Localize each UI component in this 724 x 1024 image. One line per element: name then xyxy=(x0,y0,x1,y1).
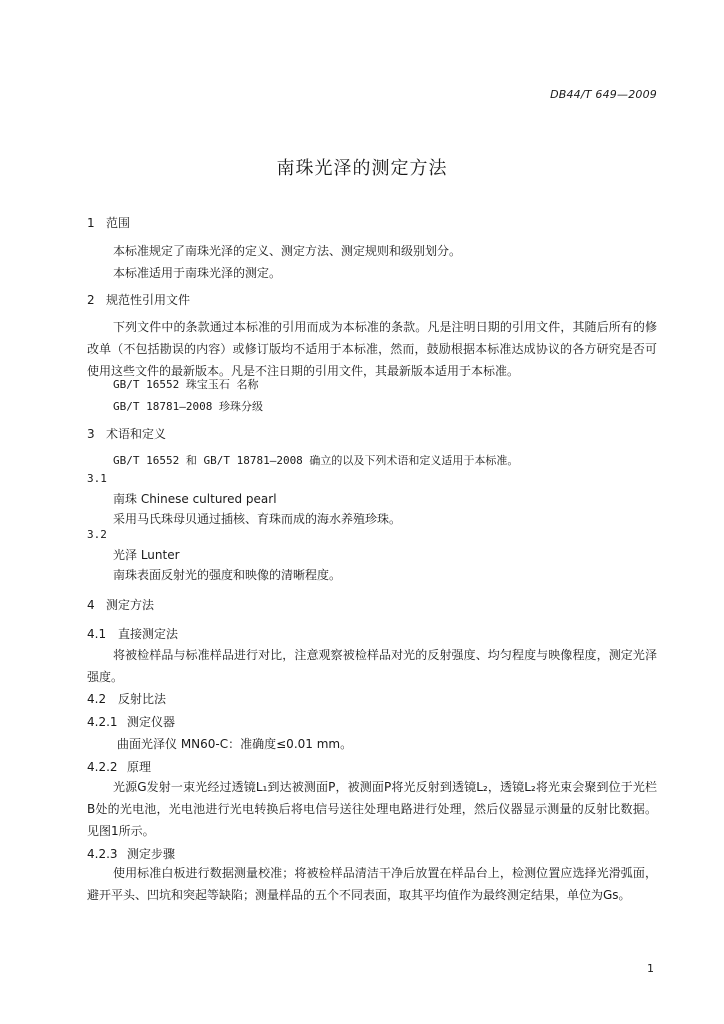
subsection-number: 4.2 xyxy=(87,692,107,706)
section-number: 4 xyxy=(87,598,95,612)
section-title: 规范性引用文件 xyxy=(106,293,191,307)
section-2-heading xyxy=(87,291,190,308)
section-3-heading xyxy=(87,425,166,442)
reference-item: GB/T 16552 珠宝玉石 名称 xyxy=(113,378,259,391)
definition: 采用马氏珠母贝通过插核、育珠而成的海水养殖珍珠。 xyxy=(113,512,402,526)
paragraph: 使用标准白板进行数据测量校准；将被检样品清洁干净后放置在样品台上，检测位置应选择光滑弧面，避开平头、凹坑和突起等缺陷；测量样品的五个不同表面，取其平均值作为最终测定结果，单位为Gs。 xyxy=(87,866,657,902)
section-number: 2 xyxy=(87,293,95,307)
reference-item: GB/T 18781—2008 珍珠分级 xyxy=(113,400,263,413)
paragraph: 本标准规定了南珠光泽的定义、测定方法、测定规则和级别划分。 xyxy=(113,244,462,258)
subsubsection-title: 测定仪器 xyxy=(127,715,176,729)
paragraph: 曲面光泽仪 MN60-C：准确度≤0.01 mm。 xyxy=(117,737,353,751)
paragraph: 本标准适用于南珠光泽的测定。 xyxy=(113,266,282,280)
subsubsection-heading xyxy=(87,713,175,730)
definition: 南珠表面反射光的强度和映像的清晰程度。 xyxy=(113,568,342,582)
subsection-title: 直接测定法 xyxy=(118,627,179,641)
subsubsection-heading xyxy=(87,758,151,775)
paragraph: 光源G发射一束光经过透镜L₁到达被测面P，被测面P将光反射到透镜L₂，透镜L₂将光束会聚到位于光栏B处的光电池，光电池进行光电转换后将电信号送往处理电路进行处理，然后仪器显示测量的反射比数据。见图1所示。 xyxy=(87,780,657,838)
subsubsection-number: 4.2.2 xyxy=(87,760,118,774)
subsection-heading xyxy=(87,625,178,642)
section-title: 测定方法 xyxy=(106,598,155,612)
section-4-heading xyxy=(87,596,154,613)
section-title: 范围 xyxy=(106,216,131,230)
section-title: 术语和定义 xyxy=(106,427,167,441)
term: 光泽 Lunter xyxy=(113,548,180,562)
term: 南珠 Chinese cultured pearl xyxy=(113,492,277,506)
paragraph: 下列文件中的条款通过本标准的引用而成为本标准的条款。凡是注明日期的引用文件，其随后所有的修改单（不包括勘误的内容）或修订版均不适用于本标准，然而，鼓励根据本标准达成协议的各方研究是否可使用这些文件的最新版本。凡是不注日期的引用文件，其最新版本适用于本标准。 xyxy=(87,320,657,378)
subsection-number: 4.1 xyxy=(87,627,107,641)
subsubsection-number: 4.2.3 xyxy=(87,847,118,861)
section-number: 1 xyxy=(87,216,95,230)
paragraph: GB/T 16552 和 GB/T 18781—2008 确立的以及下列术语和定义适用于本标准。 xyxy=(113,454,519,467)
standard-code: DB44/T 649—2009 xyxy=(550,88,657,101)
document-title: 南珠光泽的测定方法 xyxy=(276,158,448,179)
subsubsection-title: 测定步骤 xyxy=(127,847,176,861)
section-number: 3 xyxy=(87,427,95,441)
clause-number: 3.2 xyxy=(87,528,107,541)
clause-number: 3.1 xyxy=(87,472,107,485)
subsubsection-number: 4.2.1 xyxy=(87,715,118,729)
section-1-heading xyxy=(87,214,130,231)
subsection-title: 反射比法 xyxy=(118,692,167,706)
paragraph: 将被检样品与标准样品进行对比，注意观察被检样品对光的反射强度、均匀程度与映像程度，测定光泽强度。 xyxy=(87,648,657,684)
subsection-heading xyxy=(87,690,166,707)
subsubsection-heading xyxy=(87,845,175,862)
subsubsection-title: 原理 xyxy=(127,760,152,774)
page-number: 1 xyxy=(647,962,654,975)
